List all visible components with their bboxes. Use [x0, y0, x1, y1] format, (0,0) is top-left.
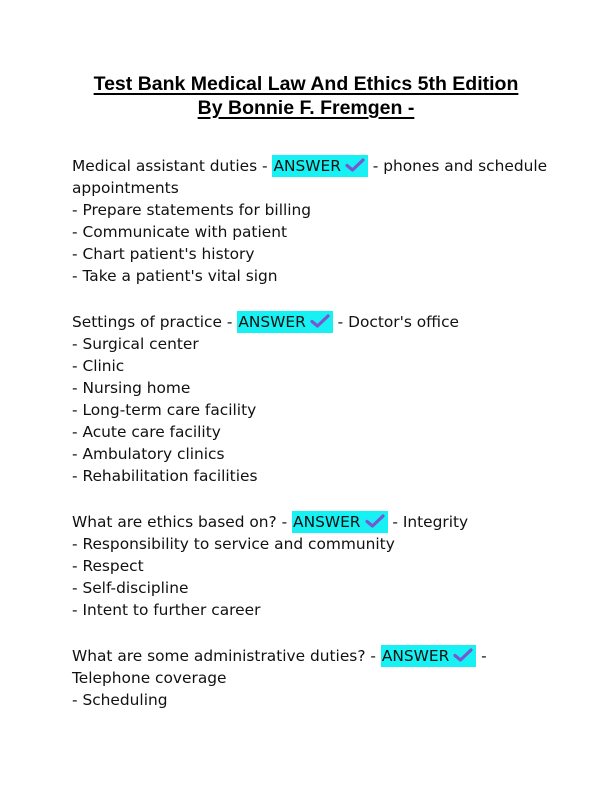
answer-label: ANSWER: [381, 647, 450, 665]
answer-line: - Take a patient's vital sign: [72, 267, 278, 285]
answer-badge: [272, 155, 367, 177]
answer-line: - Nursing home: [72, 379, 191, 397]
answer-badge: [381, 645, 476, 667]
title-line-1: Test Bank Medical Law And Ethics 5th Edition: [93, 73, 519, 95]
answer-line: appointments: [72, 179, 179, 197]
answer-line: - Long-term care facility: [72, 401, 257, 419]
answer-badge: [237, 311, 332, 333]
qa-item: [72, 511, 542, 621]
qa-item: [72, 155, 548, 287]
question-text: What are ethics based on? -: [72, 513, 293, 531]
answer-line: - Respect: [72, 557, 144, 575]
answer-line: - Communicate with patient: [72, 223, 287, 241]
answer-line: - Prepare statements for billing: [72, 201, 312, 219]
answer-line: - Chart patient's history: [72, 245, 255, 263]
document-title: [40, 72, 572, 120]
question-line: [72, 645, 542, 667]
title-line-2: By Bonnie F. Fremgen -: [197, 97, 415, 119]
checkmark-icon: [365, 514, 385, 528]
checkmark-icon: [345, 158, 365, 172]
answer-line: - Ambulatory clinics: [72, 445, 225, 463]
checkmark-icon: [310, 314, 330, 328]
qa-item: [72, 645, 542, 711]
question-line: [72, 511, 542, 533]
answer-line: - Responsibility to service and community: [72, 535, 395, 553]
answer-text: - Integrity: [387, 513, 469, 531]
answer-line: - Self-discipline: [72, 579, 189, 597]
answer-text: - phones and schedule: [367, 157, 548, 175]
question-text: Settings of practice -: [72, 313, 238, 331]
answer-line: - Surgical center: [72, 335, 199, 353]
question-line: [72, 155, 548, 177]
answer-label: ANSWER: [273, 157, 341, 175]
answer-line: - Intent to further career: [72, 601, 261, 619]
question-line: [72, 311, 542, 333]
answer-line: Telephone coverage: [72, 669, 227, 687]
answer-line: - Clinic: [72, 357, 125, 375]
answer-line: - Scheduling: [72, 691, 168, 709]
answer-line: - Acute care facility: [72, 423, 221, 441]
question-text: What are some administrative duties? -: [72, 647, 381, 665]
qa-list: [72, 155, 548, 735]
qa-item: [72, 311, 542, 487]
answer-line: - Rehabilitation facilities: [72, 467, 258, 485]
answer-label: ANSWER: [293, 513, 361, 531]
answer-text: -: [476, 647, 487, 665]
answer-badge: [292, 511, 387, 533]
answer-text: - Doctor's office: [332, 313, 459, 331]
question-text: Medical assistant duties -: [72, 157, 273, 175]
checkmark-icon: [453, 648, 473, 662]
answer-label: ANSWER: [238, 313, 306, 331]
